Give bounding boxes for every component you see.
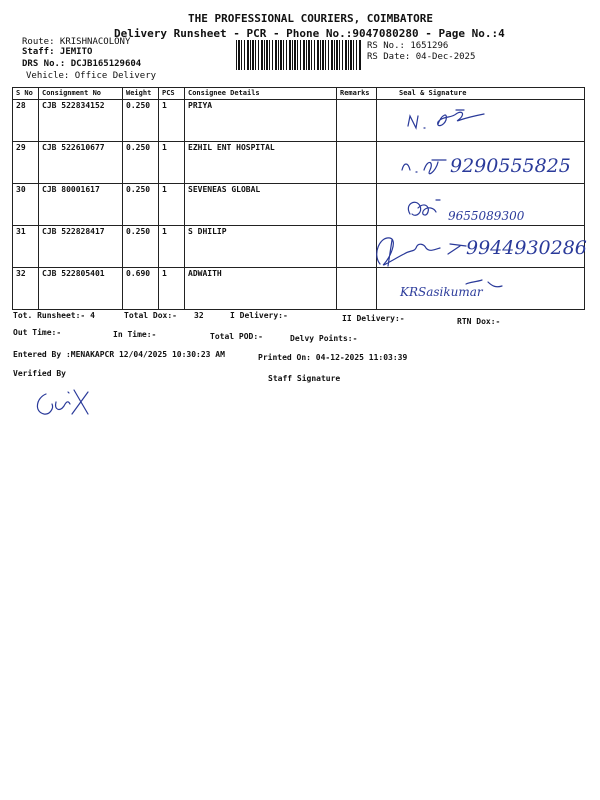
entered-by: Entered By :MENAKAPCR 12/04/2025 10:30:23 AM	[13, 350, 225, 359]
runsheet-subtitle: Delivery Runsheet - PCR - Phone No.:9047080280 - Page No.:4	[114, 27, 505, 40]
col-signature: Seal & Signature	[377, 88, 585, 100]
cell-weight: 0.250	[123, 184, 159, 226]
cell-consignee: PRIYA	[185, 100, 337, 142]
cell-sno: 28	[13, 100, 39, 142]
signature-row30	[402, 192, 562, 228]
total-pod-label: Total POD:-	[210, 332, 263, 341]
cell-weight: 0.250	[123, 100, 159, 142]
cell-sno: 31	[13, 226, 39, 268]
verified-by-label: Verified By	[13, 369, 66, 378]
cell-pcs: 1	[159, 184, 185, 226]
cell-remarks	[337, 142, 377, 184]
company-title: THE PROFESSIONAL COURIERS, COIMBATORE	[188, 12, 434, 25]
verified-by-signature	[28, 382, 98, 422]
cell-consignment: CJB 522610677	[39, 142, 123, 184]
i-delivery-label: I Delivery:-	[230, 311, 288, 320]
phone-row30: 9655089300	[448, 209, 525, 223]
name-row32: KRSasikumar	[400, 285, 483, 299]
cell-pcs: 1	[159, 268, 185, 310]
signature-row31	[370, 224, 590, 274]
col-weight: Weight	[123, 88, 159, 100]
phone-row29: 9290555825	[450, 155, 571, 177]
cell-consignment: CJB 522828417	[39, 226, 123, 268]
cell-pcs: 1	[159, 100, 185, 142]
rs-number: RS No.: 1651296	[367, 41, 449, 51]
signature-row32	[396, 276, 516, 304]
rtn-dox-label: RTN Dox:-	[457, 317, 501, 326]
cell-weight: 0.690	[123, 268, 159, 310]
cell-consignee: EZHIL ENT HOSPITAL	[185, 142, 337, 184]
ii-delivery-label: II Delivery:-	[342, 314, 405, 323]
tot-runsheet: Tot. Runsheet:- 4	[13, 311, 95, 320]
staff-signature-label: Staff Signature	[268, 374, 341, 383]
vehicle-label: Vehicle: Office Delivery	[26, 71, 157, 81]
cell-pcs: 1	[159, 142, 185, 184]
rs-date: RS Date: 04-Dec-2025	[367, 52, 476, 62]
total-dox-label: Total Dox:-	[124, 311, 177, 320]
col-sno: S No	[13, 88, 39, 100]
cell-sno: 29	[13, 142, 39, 184]
staff-label: Staff: JEMITO	[22, 47, 93, 57]
cell-weight: 0.250	[123, 226, 159, 268]
col-consignee: Consignee Details	[185, 88, 337, 100]
cell-sno: 30	[13, 184, 39, 226]
signature-row29	[398, 142, 588, 186]
col-pcs: PCS	[159, 88, 185, 100]
barcode	[236, 40, 362, 70]
in-time-label: In Time:-	[113, 330, 157, 339]
printed-on: Printed On: 04-12-2025 11:03:39	[258, 353, 408, 362]
route-label: Route: KRISHNACOLONY	[22, 37, 131, 47]
out-time-label: Out Time:-	[13, 328, 62, 337]
cell-consignee: S DHILIP	[185, 226, 337, 268]
col-consignment: Consignment No	[39, 88, 123, 100]
drs-number: DRS No.: DCJB165129604	[22, 59, 142, 69]
cell-remarks	[337, 100, 377, 142]
cell-consignee: SEVENEAS GLOBAL	[185, 184, 337, 226]
cell-consignment: CJB 522805401	[39, 268, 123, 310]
total-dox-value: 32	[194, 311, 204, 320]
cell-consignment: CJB 80001617	[39, 184, 123, 226]
cell-consignment: CJB 522834152	[39, 100, 123, 142]
cell-consignee: ADWAITH	[185, 268, 337, 310]
table-header-row	[13, 88, 585, 100]
cell-weight: 0.250	[123, 142, 159, 184]
cell-sno: 32	[13, 268, 39, 310]
phone-row31: 9944930286	[466, 237, 587, 259]
signature-row28	[404, 104, 514, 138]
delvy-points-label: Delvy Points:-	[290, 334, 358, 343]
cell-pcs: 1	[159, 226, 185, 268]
col-remarks: Remarks	[337, 88, 377, 100]
cell-remarks	[337, 184, 377, 226]
